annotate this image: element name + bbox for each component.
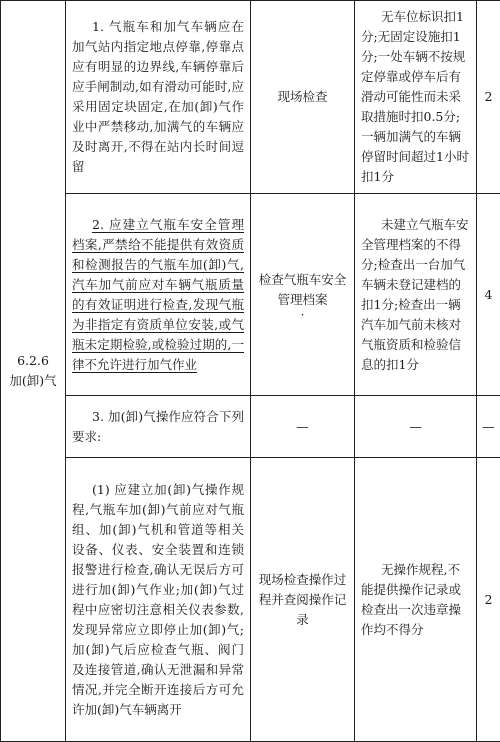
method-cell: 现场检查操作过程并查阅操作记录 [251, 458, 355, 742]
scoring-cell: 无车位标识扣1分;无固定设施扣1分;一处车辆不按规定停靠或停车后有滑动可能性而未采取措施时扣0.5分;一辆加满气的车辆停留时间超过1小时扣1分 [355, 1, 477, 194]
table-row [1, 458, 500, 742]
section-code: 6.2.6 [3, 351, 63, 371]
section-cell [1, 1, 66, 742]
method-cell: — [251, 396, 355, 458]
points-cell: 2 [477, 458, 500, 742]
requirement-cell: (1) 应建立加(卸)气操作规程,气瓶车加(卸)气前应对气瓶组、加(卸)气机和管道等相关设备、仪表、安全装置和连锁报警进行检查,确认无误后方可进行加(卸)气作业;加(卸)气过程中应密切注意相关仪表参数,发现异常应立即停止加(卸)气;加(卸)气后应检查气瓶、阀门及连接管道,确认无泄漏和异常情况,并完全断开连接后方可允许加(卸)气车辆离开 [66, 458, 251, 742]
scoring-cell: — [355, 396, 477, 458]
scoring-cell: 未建立气瓶车安全管理档案的不得分;检查出一台加气车辆未登记建档的扣1分;检查出一辆汽车加气前未核对气瓶资质和检验信息的扣1分 [355, 194, 477, 396]
section-name: 加(卸)气 [3, 371, 63, 391]
points-cell: 2 [477, 1, 500, 194]
method-text: 检查气瓶车安全管理档案 [259, 272, 347, 307]
table-row [1, 194, 500, 396]
scoring-cell: 无操作规程,不能提供操作记录或检查出一次违章操作均不得分 [355, 458, 477, 742]
method-cell [251, 194, 355, 396]
requirement-text: 2. 应建立气瓶车安全管理档案,严禁给不能提供有效资质和检测报告的气瓶车加(卸)气,汽车加气前应对车辆气瓶质量的有效证明进行检查,发现气瓶为非指定有资质单位安装,或气瓶未定期检验,或检验过期的,一律不允许进行加气作业 [72, 217, 244, 372]
requirement-cell: 1. 气瓶车和加气车辆应在加气站内指定地点停靠,停靠点应有明显的边界线,车辆停靠后应手闸制动,如有滑动可能时,应采用固定块固定,在加(卸)气作业中严禁移动,加满气的车辆应及时离开,不得在站内长时间逗留 [66, 1, 251, 194]
table-row [1, 1, 500, 194]
requirement-cell: 3. 加(卸)气操作应符合下列要求: [66, 396, 251, 458]
points-cell: 4 [477, 194, 500, 396]
table-row [1, 396, 500, 458]
points-cell: — [477, 396, 500, 458]
method-mark: · [257, 310, 348, 320]
method-cell: 现场检查 [251, 1, 355, 194]
requirement-cell [66, 194, 251, 396]
